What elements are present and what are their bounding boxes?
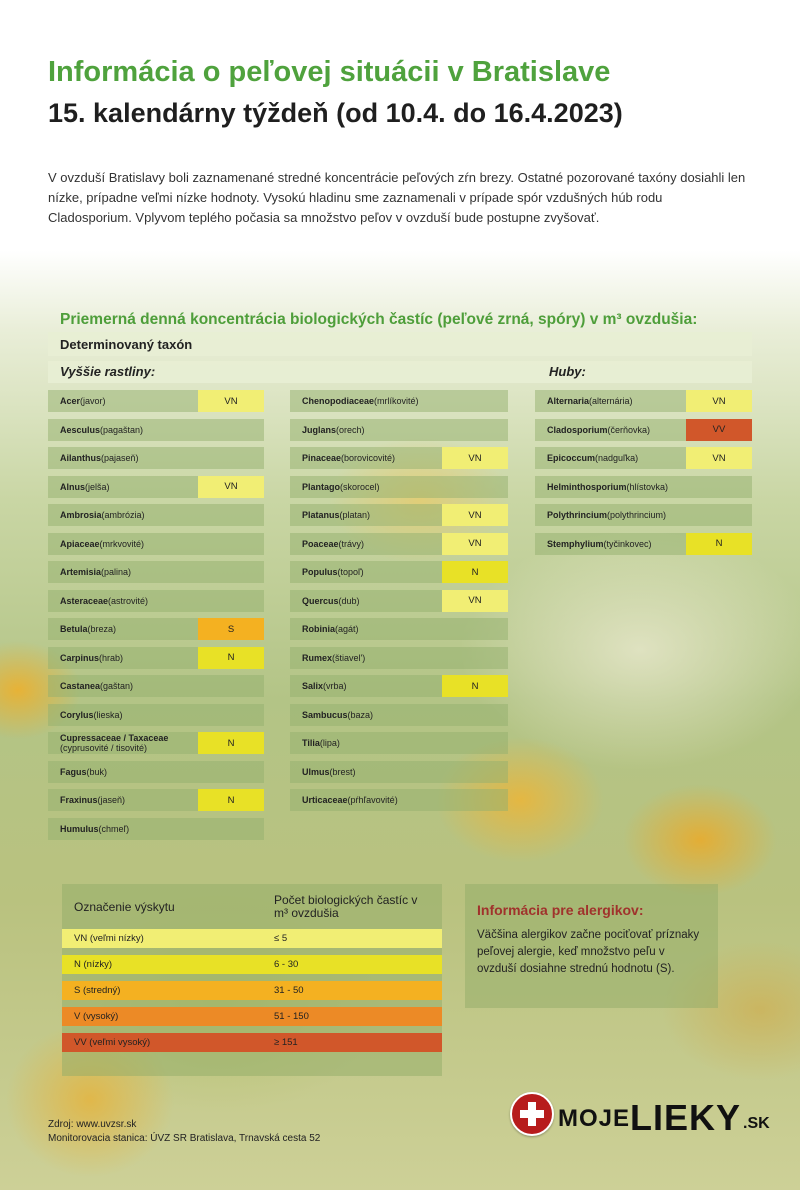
taxon-local: (mrlíkovité) xyxy=(374,396,419,406)
taxon-row xyxy=(48,675,264,697)
legend-range: ≤ 5 xyxy=(274,933,288,944)
taxon-latin: Robinia xyxy=(302,624,335,634)
level-cell xyxy=(442,476,508,498)
taxon-row xyxy=(48,419,264,441)
taxon-local: (trávy) xyxy=(338,538,365,549)
level-cell: VN xyxy=(442,447,508,469)
fungi-column xyxy=(535,390,752,561)
taxon-name xyxy=(290,704,442,726)
taxon-latin: Helminthosporium xyxy=(547,481,627,492)
taxon-row xyxy=(290,561,508,583)
taxon-latin: Fagus xyxy=(60,766,87,777)
page-title: Informácia o peľovej situácii v Bratislave xyxy=(48,56,611,88)
allergy-text: Väčšina alergikov začne pociťovať príznaky peľovej alergie, keď množstvo peľu v ovzduší dosiahne strednú hodnotu (S). xyxy=(477,929,700,975)
taxon-latin: Populus xyxy=(302,567,338,577)
level-cell: N xyxy=(198,647,264,669)
taxon-latin: Carpinus xyxy=(60,652,100,663)
legend-level-label: N (nízky) xyxy=(74,959,112,970)
taxon-row xyxy=(48,704,264,726)
level-cell: VN xyxy=(198,390,264,412)
taxon-local: (mrkvovité) xyxy=(99,538,145,549)
legend-row xyxy=(62,1007,442,1026)
taxon-row xyxy=(48,647,264,669)
level-cell: VN xyxy=(198,476,264,498)
allergy-title: Informácia pre alergikov: xyxy=(477,902,644,918)
legend-range: 6 - 30 xyxy=(274,959,299,970)
taxon-local: (topoľ) xyxy=(337,567,364,577)
logo-text-moje: MOJE xyxy=(558,1105,631,1132)
taxon-header: Determinovaný taxón xyxy=(60,337,193,352)
taxon-row xyxy=(48,533,264,555)
taxon-row xyxy=(48,789,264,811)
level-cell xyxy=(198,504,264,526)
level-cell xyxy=(442,419,508,441)
taxon-latin: Acer xyxy=(60,396,81,406)
taxon-row xyxy=(535,533,752,555)
taxon-latin: Aesculus xyxy=(60,424,101,435)
taxon-row xyxy=(290,732,508,754)
taxon-row xyxy=(535,504,752,526)
taxon-latin: Corylus xyxy=(60,709,94,720)
taxon-name xyxy=(48,618,198,640)
legend-range: 31 - 50 xyxy=(274,985,304,996)
taxon-name xyxy=(48,732,198,754)
legend-header-label: Označenie výskytu xyxy=(74,900,175,914)
taxon-latin: Artemisia xyxy=(60,567,102,577)
taxon-local: (cyprusovité / tisovité) xyxy=(60,743,148,753)
taxon-name xyxy=(290,533,442,555)
taxon-local: (baza) xyxy=(347,709,374,720)
taxon-name xyxy=(48,590,198,612)
legend-range: 51 - 150 xyxy=(274,1011,309,1022)
taxon-name xyxy=(48,704,198,726)
level-cell xyxy=(442,647,508,669)
level-cell xyxy=(686,476,752,498)
plants-column-2 xyxy=(290,390,508,818)
level-cell: VN xyxy=(442,504,508,526)
taxon-latin: Juglans xyxy=(302,424,337,435)
station-text: Monitorovacia stanica: ÚVZ SR Bratislava, Trnavská cesta 52 xyxy=(48,1133,321,1144)
taxon-name xyxy=(48,447,198,469)
taxon-latin: Ambrosia xyxy=(60,510,102,520)
taxon-row xyxy=(290,704,508,726)
taxon-name xyxy=(535,447,686,469)
mojelieky-logo[interactable] xyxy=(510,1092,770,1136)
logo-text-lieky: LIEKY xyxy=(630,1097,742,1138)
level-cell xyxy=(442,704,508,726)
taxon-local: (pajaseň) xyxy=(101,453,139,463)
taxon-row xyxy=(535,390,752,412)
taxon-local: (ambrózia) xyxy=(101,510,145,520)
footer-source xyxy=(48,1118,320,1146)
taxon-latin: Alnus xyxy=(60,481,86,492)
taxon-name xyxy=(290,390,442,412)
taxon-name xyxy=(48,789,198,811)
taxon-local: (lipa) xyxy=(319,738,340,748)
taxon-local: (javor) xyxy=(80,396,106,406)
legend-row xyxy=(62,981,442,1000)
taxon-name xyxy=(535,533,686,555)
taxon-name xyxy=(290,732,442,754)
taxon-local: (polythrincium) xyxy=(607,510,667,520)
level-cell xyxy=(442,732,508,754)
taxon-latin: Ulmus xyxy=(302,766,330,777)
taxon-latin: Humulus xyxy=(60,823,99,834)
taxon-local: (nadguľka) xyxy=(595,453,639,463)
taxon-name xyxy=(48,761,198,783)
level-cell xyxy=(198,704,264,726)
taxon-name xyxy=(290,789,442,811)
taxon-name xyxy=(48,647,198,669)
taxon-local: (chmeľ) xyxy=(98,823,130,834)
taxon-latin: Tilia xyxy=(302,738,320,748)
table-title: Priemerná denná koncentrácia biologických častíc (peľové zrná, spóry) v m³ ovzdušia: xyxy=(60,311,698,328)
taxon-name xyxy=(535,476,686,498)
level-cell: N xyxy=(686,533,752,555)
legend-row xyxy=(62,955,442,974)
taxon-name xyxy=(48,675,198,697)
taxon-name xyxy=(290,504,442,526)
level-cell xyxy=(442,761,508,783)
taxon-row xyxy=(290,761,508,783)
taxon-name xyxy=(290,590,442,612)
taxon-local: (hrab) xyxy=(99,652,124,663)
taxon-row xyxy=(48,476,264,498)
taxon-row xyxy=(290,447,508,469)
taxon-latin: Asteraceae xyxy=(60,595,109,606)
taxon-row xyxy=(48,504,264,526)
level-cell xyxy=(198,533,264,555)
taxon-row xyxy=(290,504,508,526)
logo-text-sk: .SK xyxy=(743,1115,770,1132)
level-cell: N xyxy=(198,732,264,754)
legend-level-label: V (vysoký) xyxy=(74,1011,119,1022)
taxon-latin: Apiaceae xyxy=(60,538,100,549)
group-label-plants: Vyššie rastliny: xyxy=(60,364,156,379)
taxon-latin: Polythrincium xyxy=(547,510,608,520)
taxon-name xyxy=(48,390,198,412)
taxon-name xyxy=(290,447,442,469)
taxon-name xyxy=(48,818,198,840)
taxon-name xyxy=(48,504,198,526)
taxon-local: (agát) xyxy=(335,624,359,634)
taxon-local: (brest) xyxy=(329,766,356,777)
taxon-row xyxy=(290,590,508,612)
taxon-row xyxy=(290,647,508,669)
taxon-name xyxy=(290,675,442,697)
taxon-row xyxy=(290,419,508,441)
taxon-latin: Poaceae xyxy=(302,538,339,549)
taxon-latin: Epicoccum xyxy=(547,453,596,463)
taxon-local: (pŕhľavovité) xyxy=(347,795,398,805)
taxon-latin: Plantago xyxy=(302,481,341,492)
taxon-local: (breza) xyxy=(87,624,117,634)
taxon-latin: Ailanthus xyxy=(60,453,102,463)
legend-level-label: VN (veľmi nízky) xyxy=(74,933,144,944)
taxon-latin: Rumex xyxy=(302,652,333,663)
level-cell: VN xyxy=(686,390,752,412)
plants-column-1 xyxy=(48,390,264,846)
taxon-local: (orech) xyxy=(336,424,365,435)
level-cell: N xyxy=(442,561,508,583)
taxon-latin: Cupressaceae / Taxaceae xyxy=(60,733,169,743)
taxon-local: (štiavel') xyxy=(332,652,366,663)
legend-range: ≥ 151 xyxy=(274,1037,298,1048)
taxon-local: (lieska) xyxy=(93,709,123,720)
level-cell: VN xyxy=(442,590,508,612)
allergy-info-box xyxy=(465,884,718,1008)
taxon-local: (jelša) xyxy=(85,481,110,492)
taxon-latin: Fraxinus xyxy=(60,795,98,805)
taxon-local: (astrovité) xyxy=(108,595,149,606)
taxon-latin: Platanus xyxy=(302,510,340,520)
taxon-local: (tyčinkovec) xyxy=(603,538,652,549)
taxon-local: (gaštan) xyxy=(100,681,134,691)
taxon-name xyxy=(535,504,686,526)
level-cell: VN xyxy=(442,533,508,555)
taxon-local: (platan) xyxy=(339,510,371,520)
taxon-local: (čerňovka) xyxy=(607,424,651,435)
level-cell xyxy=(442,789,508,811)
taxon-row xyxy=(290,476,508,498)
taxon-local: (hlístovka) xyxy=(626,481,669,492)
taxon-name xyxy=(290,419,442,441)
taxon-name xyxy=(290,618,442,640)
taxon-latin: Chenopodiaceae xyxy=(302,396,375,406)
level-cell xyxy=(198,818,264,840)
legend-header-count: Počet biologických častíc v m³ ovzdušia xyxy=(274,893,418,920)
taxon-name xyxy=(290,761,442,783)
taxon-name xyxy=(48,561,198,583)
cross-icon xyxy=(510,1092,554,1136)
taxon-row xyxy=(48,561,264,583)
group-label-fungi: Huby: xyxy=(549,364,586,379)
taxon-row xyxy=(48,732,264,754)
legend-level-label: S (stredný) xyxy=(74,985,121,996)
taxon-row xyxy=(535,447,752,469)
level-cell: N xyxy=(198,789,264,811)
taxon-latin: Cladosporium xyxy=(547,424,608,435)
level-cell xyxy=(442,618,508,640)
taxon-latin: Pinaceae xyxy=(302,453,342,463)
taxon-latin: Urticaceae xyxy=(302,795,348,805)
taxon-local: (buk) xyxy=(86,766,108,777)
source-text: Zdroj: www.uvzsr.sk xyxy=(48,1119,137,1130)
taxon-row xyxy=(535,476,752,498)
level-cell xyxy=(198,761,264,783)
taxon-latin: Betula xyxy=(60,624,88,634)
level-cell xyxy=(686,504,752,526)
taxon-name xyxy=(48,533,198,555)
taxon-local: (dub) xyxy=(338,595,360,606)
taxon-latin: Alternaria xyxy=(547,396,590,406)
taxon-latin: Stemphylium xyxy=(547,538,604,549)
taxon-local: (skorocel) xyxy=(340,481,380,492)
legend-row xyxy=(62,929,442,948)
taxon-local: (vrba) xyxy=(323,681,347,691)
taxon-row xyxy=(48,618,264,640)
taxon-local: (pagaštan) xyxy=(100,424,144,435)
taxon-name xyxy=(535,419,686,441)
taxon-row xyxy=(48,818,264,840)
taxon-name xyxy=(290,476,442,498)
level-cell xyxy=(198,447,264,469)
level-cell: S xyxy=(198,618,264,640)
level-cell xyxy=(198,675,264,697)
taxon-row xyxy=(48,590,264,612)
taxon-row xyxy=(290,675,508,697)
taxon-name xyxy=(535,390,686,412)
taxon-latin: Salix xyxy=(302,681,324,691)
taxon-latin: Castanea xyxy=(60,681,101,691)
taxon-name xyxy=(48,419,198,441)
taxon-row xyxy=(535,419,752,441)
page-subtitle: 15. kalendárny týždeň (od 10.4. do 16.4.2023) xyxy=(48,98,623,128)
taxon-local: (borovicovité) xyxy=(341,453,396,463)
taxon-header-band xyxy=(48,332,752,356)
level-cell xyxy=(198,561,264,583)
taxon-name xyxy=(48,476,198,498)
level-cell: VN xyxy=(686,447,752,469)
level-cell xyxy=(198,419,264,441)
taxon-row xyxy=(290,789,508,811)
level-cell: N xyxy=(442,675,508,697)
taxon-local: (palina) xyxy=(101,567,132,577)
taxon-row xyxy=(48,761,264,783)
intro-text: V ovzduší Bratislavy boli zaznamenané stredné koncentrácie peľových zŕn brezy. Ostatné pozorované taxóny dosiahli len nízke, prípadne veľmi nízke hodnoty. Vysokú hladinu sme zaznamenali v prípade spór vzdušných húb rodu Cladosporium. Vplyvom teplého počasia sa množstvo peľov v ovzduší bude postupne zvyšovať. xyxy=(48,170,746,225)
taxon-row xyxy=(290,390,508,412)
level-cell xyxy=(198,590,264,612)
taxon-row xyxy=(290,618,508,640)
taxon-local: (jaseň) xyxy=(97,795,126,805)
taxon-name xyxy=(290,561,442,583)
level-cell xyxy=(442,390,508,412)
taxon-latin: Sambucus xyxy=(302,709,348,720)
taxon-name xyxy=(290,647,442,669)
legend-box xyxy=(62,884,442,1076)
taxon-row xyxy=(48,390,264,412)
taxon-latin: Quercus xyxy=(302,595,339,606)
level-cell: VV xyxy=(686,419,752,441)
legend-level-label: VV (veľmi vysoký) xyxy=(74,1037,151,1048)
taxon-local: (alternária) xyxy=(589,396,633,406)
legend-row xyxy=(62,1033,442,1052)
taxon-row xyxy=(48,447,264,469)
taxon-row xyxy=(290,533,508,555)
